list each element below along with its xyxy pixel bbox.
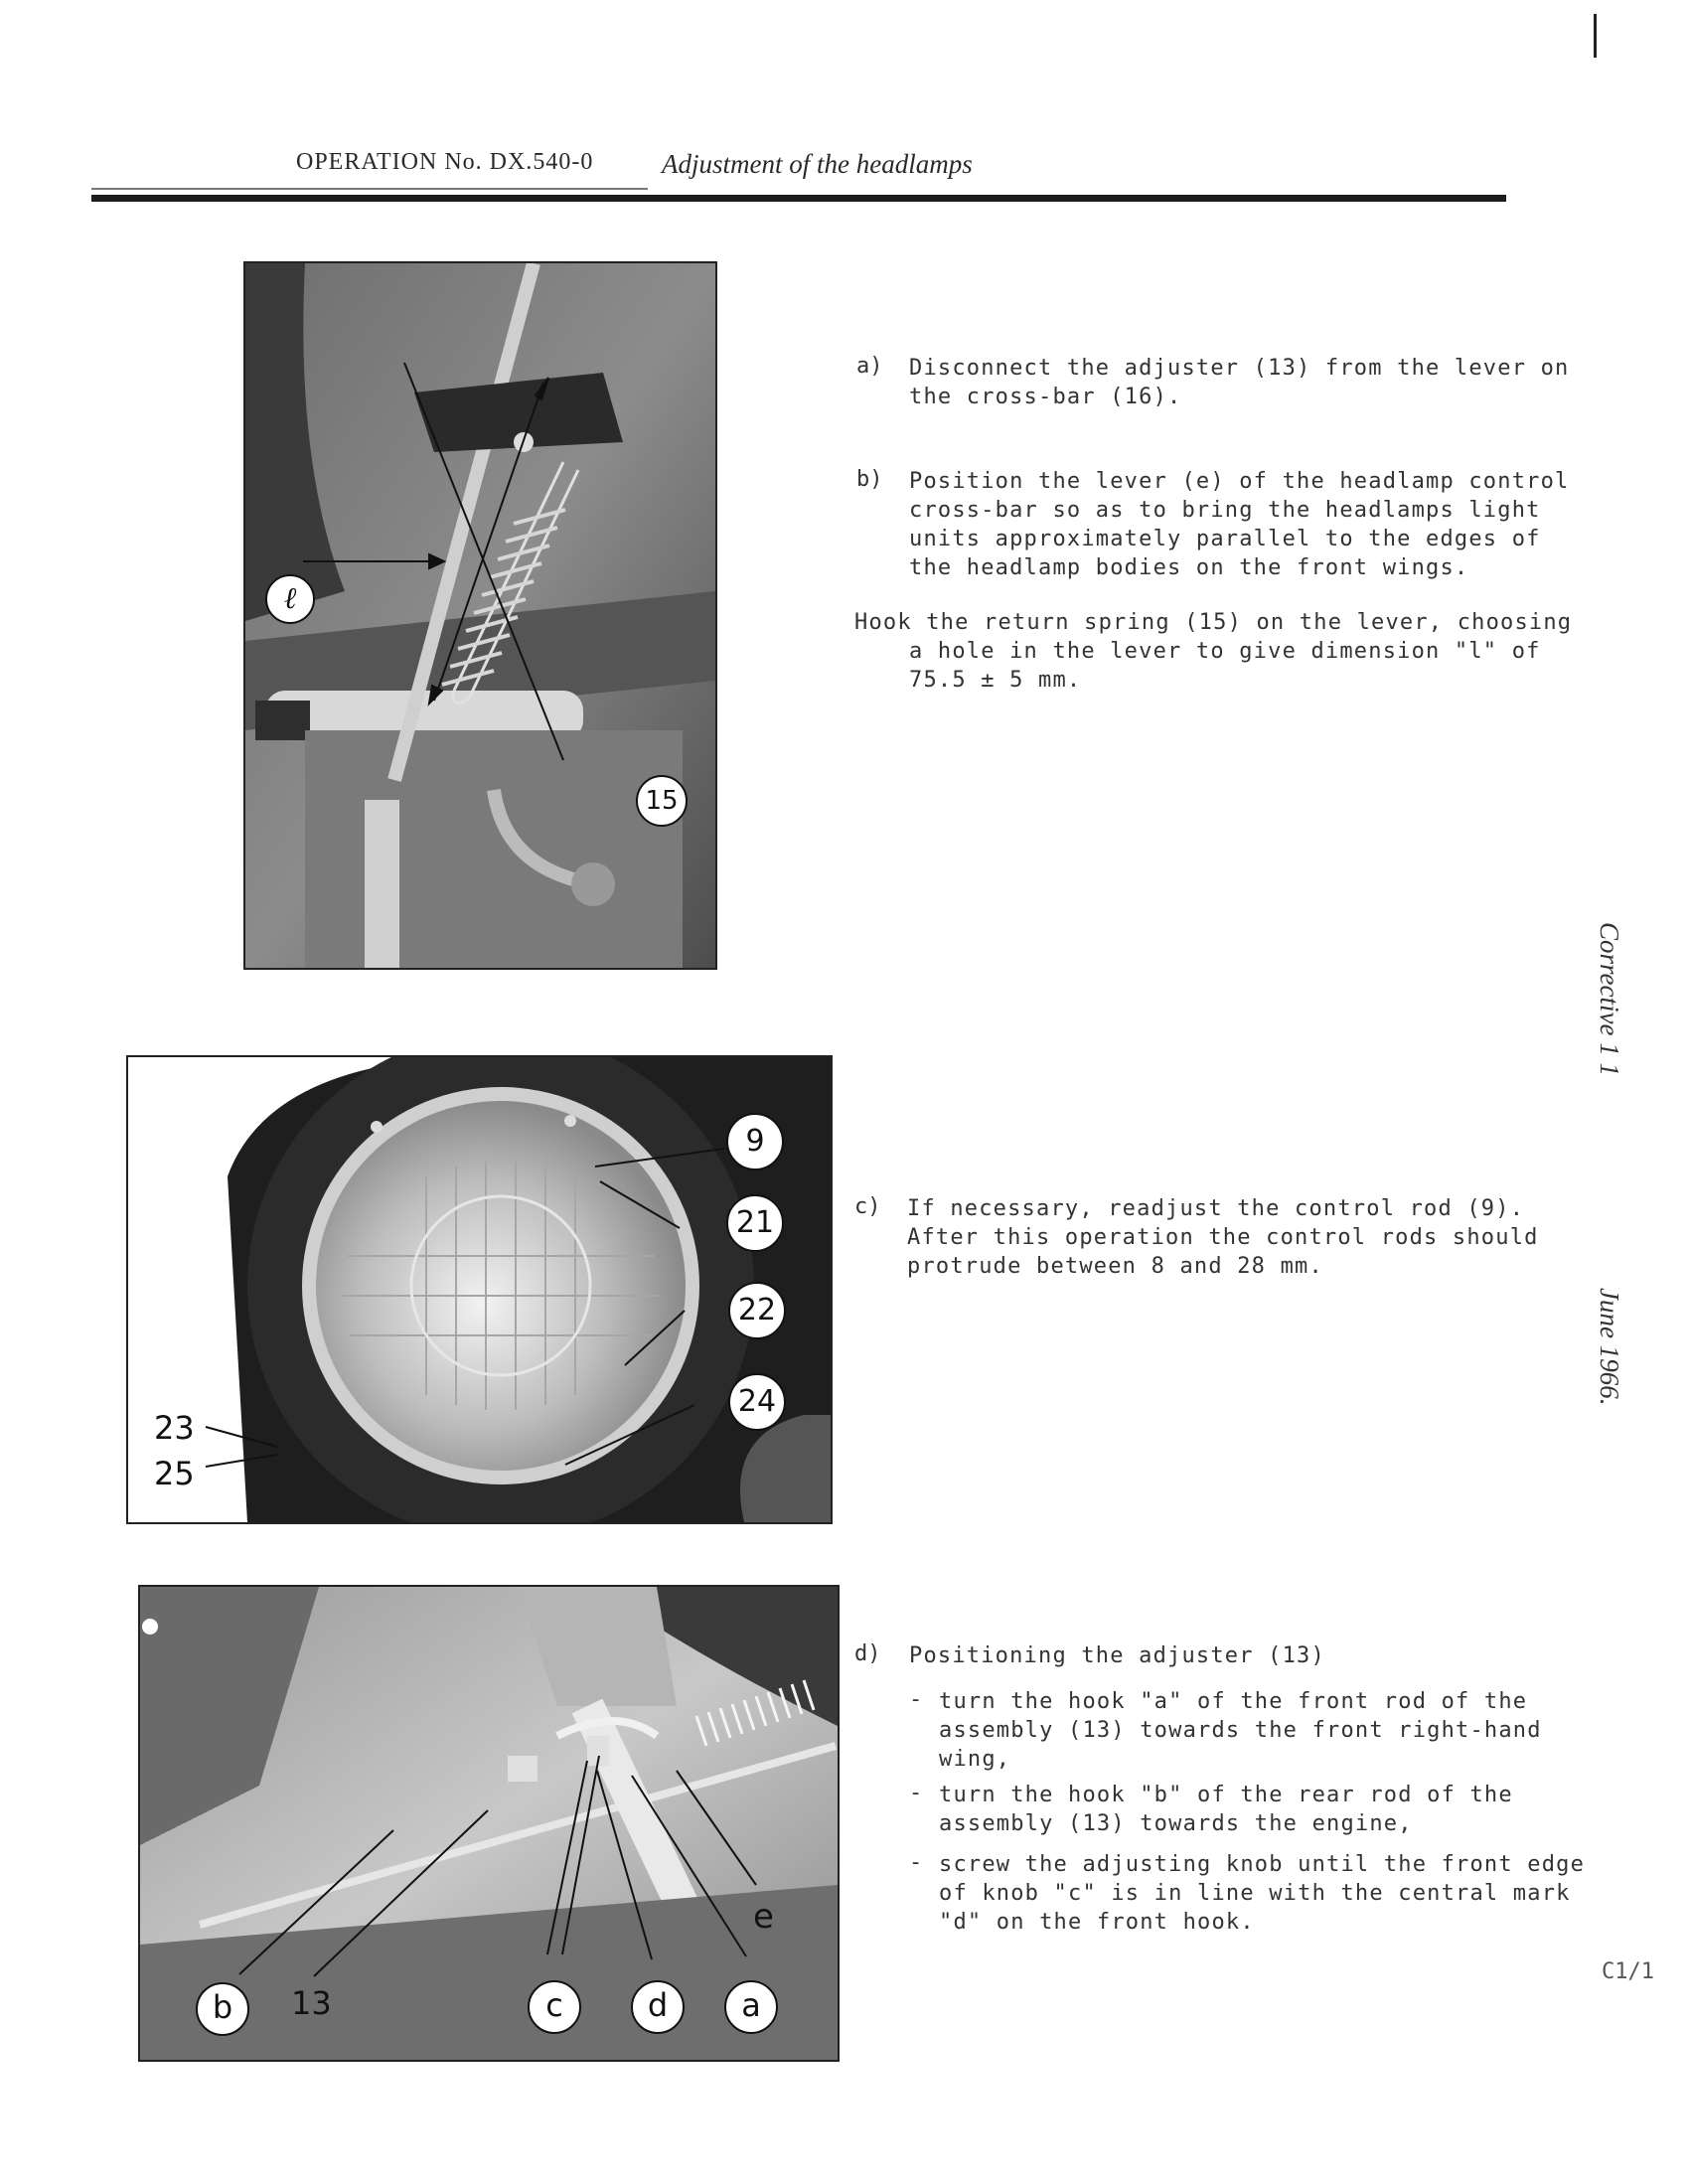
- step-b-line4: the headlamp bodies on the front wings.: [909, 555, 1469, 580]
- step-a-line1: Disconnect the adjuster (13) from the lever on: [909, 356, 1570, 381]
- step-d-item1-line1: turn the hook "a" of the front rod of the: [939, 1689, 1528, 1714]
- step-d-item3-line1: screw the adjusting knob until the front edge: [939, 1852, 1586, 1877]
- header-divider: [91, 195, 1506, 202]
- step-d-title: Positioning the adjuster (13): [909, 1643, 1325, 1668]
- step-b-letter: b): [856, 467, 883, 492]
- step-d-item3-line3: "d" on the front hook.: [939, 1910, 1255, 1935]
- callout-25: 25: [154, 1455, 195, 1492]
- step-d-item3-line2: of knob "c" is in line with the central mark: [939, 1881, 1571, 1906]
- callout-13: 13: [291, 1984, 332, 2022]
- step-d-letter: d): [854, 1641, 881, 1666]
- margin-corrective: Corrective 1 1: [1595, 922, 1624, 1076]
- step-c-letter: c): [854, 1194, 881, 1219]
- step-a-line2: the cross-bar (16).: [909, 385, 1182, 409]
- photo-return-spring: [243, 261, 717, 970]
- step-a-text: [909, 354, 1569, 411]
- callout-22: 22: [728, 1282, 786, 1339]
- corner-mark: [1594, 14, 1597, 58]
- step-d-item1-line2: assembly (13) towards the front right-hand: [939, 1718, 1542, 1743]
- spring-15-label: 15: [636, 775, 688, 827]
- step-b-line1: Position the lever (e) of the headlamp control: [909, 469, 1570, 494]
- step-d-item1: [939, 1687, 1542, 1774]
- callout-24: 24: [728, 1373, 786, 1431]
- callout-b: b: [196, 1982, 249, 2036]
- step-d-item3: [939, 1850, 1585, 1937]
- step-d-item2-line2: assembly (13) towards the engine,: [939, 1811, 1413, 1836]
- callout-a: a: [724, 1980, 778, 2034]
- dimension-l-label: ℓ: [265, 574, 315, 624]
- operation-number: OPERATION No. DX.540-0: [296, 149, 594, 175]
- step-d-item1-line3: wing,: [939, 1747, 1011, 1772]
- photo-headlamp: [126, 1055, 833, 1524]
- step-c-line3: protrude between 8 and 28 mm.: [907, 1254, 1323, 1279]
- step-b-line2: cross-bar so as to bring the headlamps light: [909, 498, 1541, 523]
- step-d-dash2: -: [909, 1781, 923, 1805]
- step-a-letter: a): [856, 354, 883, 379]
- photo-adjuster: [138, 1585, 840, 2062]
- callout-e: e: [753, 1897, 774, 1937]
- step-d-item2-line1: turn the hook "b" of the rear rod of the: [939, 1783, 1513, 1807]
- step-c-line2: After this operation the control rods should: [907, 1225, 1539, 1250]
- callout-21: 21: [726, 1194, 784, 1252]
- step-d-dash1: -: [909, 1687, 923, 1712]
- step-b-text: [909, 467, 1569, 582]
- callout-23: 23: [154, 1409, 195, 1447]
- step-c-text: [907, 1194, 1539, 1281]
- step-d-dash3: -: [909, 1850, 923, 1875]
- hook-line1: Hook the return spring (15) on the lever, choosing: [854, 610, 1573, 635]
- step-b-line3: units approximately parallel to the edges of: [909, 527, 1541, 551]
- page-reference: C1/1: [1602, 1959, 1654, 1984]
- hook-line2: a hole in the lever to give dimension "l" of: [909, 639, 1541, 664]
- hook-line3: 75.5 ± 5 mm.: [909, 668, 1082, 693]
- callout-d: d: [631, 1980, 685, 2034]
- margin-date: June 1966.: [1595, 1288, 1624, 1406]
- page-title: Adjustment of the headlamps: [662, 149, 973, 179]
- step-d-item2: [939, 1781, 1513, 1838]
- callout-c: c: [528, 1980, 581, 2034]
- callout-9: 9: [726, 1113, 784, 1170]
- hook-spring-text: [854, 608, 1572, 695]
- step-c-line1: If necessary, readjust the control rod (9).: [907, 1196, 1525, 1221]
- header-divider-thin: [91, 188, 648, 190]
